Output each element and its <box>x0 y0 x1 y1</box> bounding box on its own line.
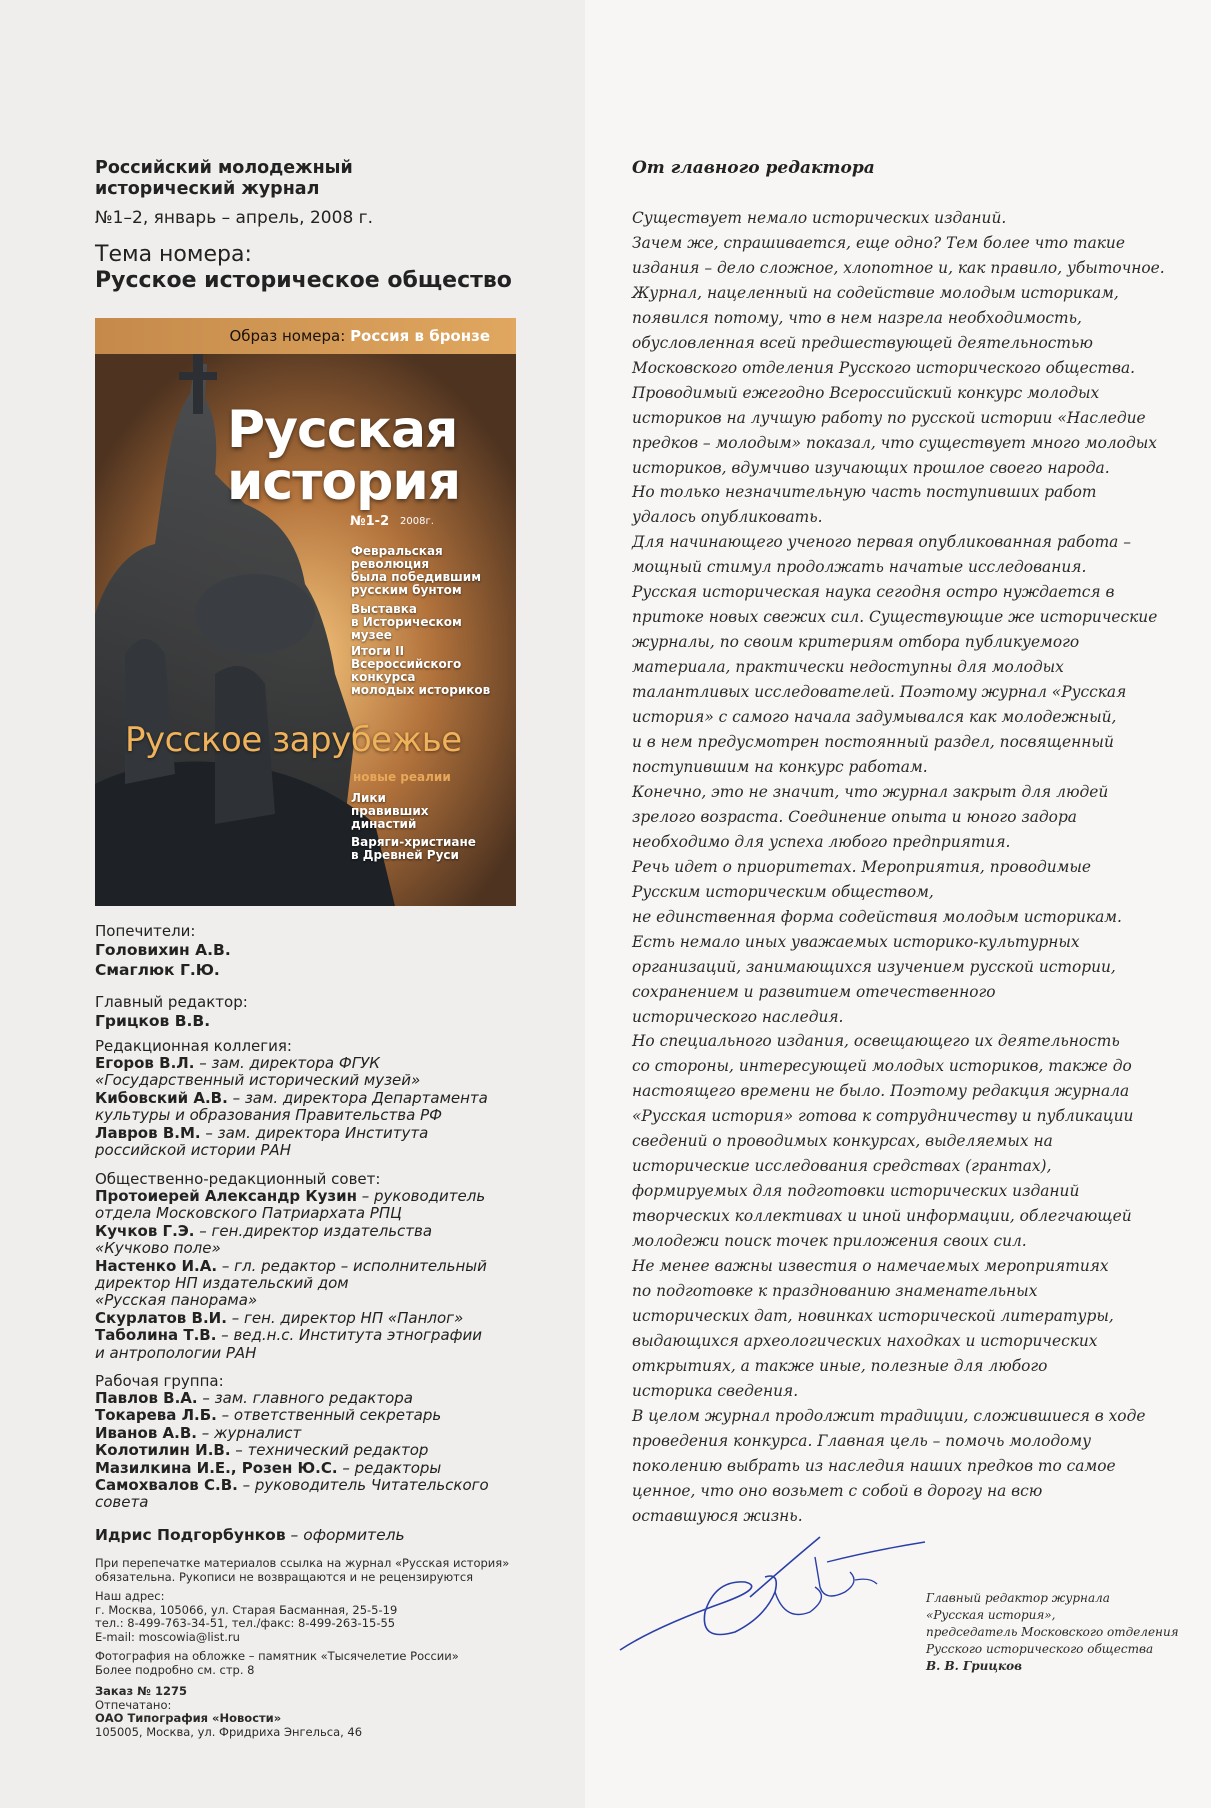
editorial-text <box>632 206 1165 1529</box>
address-line: тел.: 8-499-763-34-51, тел./факс: 8-499-263-15-55 <box>95 1616 396 1630</box>
editorial-line: ценное, что оно возьмет с собой в дорогу на всю <box>632 1481 1043 1500</box>
editorial-line: сохранением и развитием отечественного <box>632 982 996 1001</box>
cover-headline: Всероссийского <box>351 657 462 671</box>
editorial-line: Но специального издания, освещающего их деятельность <box>632 1032 1120 1051</box>
editorial-line: выдающихся археологических находках и исторических <box>632 1331 1098 1350</box>
reprint-note: обязательна. Рукописи не возвращаются и не рецензируются <box>95 1569 474 1584</box>
editorial-line: предков – молодым» показал, что существует много молодых <box>632 433 1157 452</box>
cover-headline: революция <box>351 557 430 571</box>
editorial-line: настоящего времени не было. Поэтому редакция журнала <box>632 1082 1130 1101</box>
trustees-label: Попечители: <box>95 922 196 940</box>
masthead-line-2: исторический журнал <box>95 179 320 199</box>
board-list <box>95 1055 488 1159</box>
editorial-line: не единственная форма содействия молодым историкам. <box>632 907 1122 926</box>
editorial-line: Не менее важны известия о намечаемых мероприятиях <box>632 1257 1109 1276</box>
issue-info: №1–2, январь – апрель, 2008 г. <box>95 208 373 228</box>
workgroup-line: Самохвалов С.В. – руководитель Читательского <box>95 1476 489 1495</box>
editorial-line: историка сведения. <box>632 1381 799 1400</box>
address-line: Наш адрес: <box>95 1589 165 1603</box>
editorial-line: В целом журнал продолжит традиции, сложившиеся в ходе <box>632 1406 1146 1425</box>
editorial-line: исторического наследия. <box>632 1007 844 1026</box>
workgroup-line: Мазилкина И.Е., Розен Ю.С. – редакторы <box>95 1458 442 1477</box>
editorial-line: исторические исследования средствах (грантах), <box>632 1157 1052 1176</box>
editor-signature <box>615 1532 935 1662</box>
editorial-line: исторических дат, новинках исторической литературы, <box>632 1306 1114 1325</box>
board-line: «Государственный исторический музей» <box>95 1071 421 1090</box>
council-line: Таболина Т.В. – вед.н.с. Института этнографии <box>95 1326 482 1345</box>
theme-label: Тема номера: <box>95 242 252 267</box>
editorial-line: Московского отделения Русского исторического общества. <box>632 358 1136 377</box>
cover-headline: Итоги II <box>351 644 405 658</box>
photo-note: Более подробно см. стр. 8 <box>95 1662 255 1677</box>
cover-title <box>227 400 461 512</box>
photo-note: Фотография на обложке – памятник «Тысячелетие России» <box>95 1649 459 1663</box>
trustee-name: Головихин А.В. <box>95 941 231 959</box>
cover-top-accent: Россия в бронзе <box>350 327 490 345</box>
editorial-line: Русская историческая наука сегодня остро нуждается в <box>632 583 1115 602</box>
council-line: Скурлатов В.И. – ген. директор НП «Панлог» <box>95 1308 464 1327</box>
editorial-line: и в нем предусмотрен постоянный раздел, посвященный <box>632 733 1114 752</box>
cover-year: 2008г. <box>400 516 434 527</box>
signature-caption <box>926 1590 1179 1675</box>
cover-title-line-1: Русская <box>227 400 458 460</box>
email-line: E-mail: moscowia@list.ru <box>95 1629 240 1644</box>
editorial-line: историков на лучшую работу по русской истории «Наследие <box>632 408 1146 427</box>
theme-value: Русское историческое общество <box>95 268 512 293</box>
cover-headline: Варяги-христиане <box>351 835 476 849</box>
cover-headline: Февральская <box>351 544 443 558</box>
editorial-line: мощный стимул продолжать начатые исследования. <box>632 558 1087 577</box>
address-line: г. Москва, 105066, ул. Старая Басманная, 25-5-19 <box>95 1602 398 1617</box>
editorial-line: молодежи поиск точек приложения своих сил. <box>632 1232 1027 1251</box>
board-line: культуры и образования Правительства РФ <box>95 1106 443 1125</box>
cover-headline: конкурса <box>351 670 416 684</box>
signature-name: В. В. Грицков <box>926 1659 1023 1673</box>
workgroup-label: Рабочая группа: <box>95 1372 224 1390</box>
cover-headline: музее <box>351 628 392 642</box>
editorial-line: необходимо для успеха любого предприятия. <box>632 832 1011 851</box>
board-line: Кибовский А.В. – зам. директора Департамента <box>95 1088 488 1107</box>
council-line: директор НП издательский дом <box>95 1274 349 1293</box>
editorial-line: творческих коллективах и иной информации, облегчающей <box>632 1207 1132 1226</box>
workgroup-line: Павлов В.А. – зам. главного редактора <box>95 1389 413 1407</box>
cover-headline: была победившим <box>351 570 482 584</box>
cover-headline: правивших <box>351 804 429 818</box>
editorial-line: формируемых для подготовки исторических изданий <box>632 1182 1080 1201</box>
editorial-line: удалось опубликовать. <box>632 508 823 527</box>
signature-line: Главный редактор журнала <box>926 1591 1110 1605</box>
editorial-line: Журнал, нацеленный на содействие молодым историкам, <box>632 283 1119 302</box>
chief-editor-name: Грицков В.В. <box>95 1012 211 1030</box>
editorial-line: появился потому, что в нем назрела необходимость, <box>632 308 1082 327</box>
order-number: Заказ № 1275 <box>95 1684 188 1698</box>
printer-name: ОАО Типография «Новости» <box>95 1711 282 1725</box>
workgroup-line: Токарева Л.Б. – ответственный секретарь <box>95 1406 442 1425</box>
signature-line: Русского исторического общества <box>926 1642 1154 1656</box>
editorial-line: «Русская история» готова к сотрудничеству и публикации <box>632 1107 1134 1126</box>
editorial-line: Но только незначительную часть поступивших работ <box>632 483 1097 502</box>
editorial-line: Речь идет о приоритетах. Мероприятия, проводимые <box>632 857 1092 876</box>
council-line: и антропологии РАН <box>95 1343 257 1362</box>
magazine-cover <box>95 318 516 906</box>
editorial-line: издания – дело сложное, хлопотное и, как правило, убыточное. <box>632 258 1165 277</box>
editorial-line: открытиях, а также иные, полезные для любого <box>632 1356 1048 1375</box>
council-list <box>95 1188 487 1362</box>
editorial-line: сведений о проводимых конкурсах, выделяемых на <box>632 1132 1053 1151</box>
editorial-line: Существует немало исторических изданий. <box>632 209 1007 227</box>
board-label: Редакционная коллегия: <box>95 1037 292 1055</box>
workgroup-list <box>95 1390 489 1512</box>
editorial-line: Конечно, это не значит, что журнал закрыт для людей <box>632 782 1109 801</box>
board-line: российской истории РАН <box>95 1141 291 1160</box>
workgroup-line: совета <box>95 1493 149 1512</box>
editorial-line: по подготовке к празднованию знаменательных <box>632 1281 1038 1300</box>
editorial-line: Проводимый ежегодно Всероссийский конкурс молодых <box>632 383 1100 402</box>
cover-headline: Выставка <box>351 602 417 616</box>
cover-title-line-2: история <box>227 452 461 512</box>
editorial-line: со стороны, интересующей молодых историков, также до <box>632 1057 1132 1076</box>
journal-masthead <box>95 158 353 200</box>
signature-line: «Русская история», <box>926 1608 1056 1622</box>
masthead-line-1: Российский молодежный <box>95 158 353 178</box>
council-line: «Кучково поле» <box>95 1239 221 1258</box>
cover-top-label <box>229 327 490 345</box>
editorial-line: поступившим на конкурс работам. <box>632 757 928 776</box>
board-line: Лавров В.М. – зам. директора Института <box>95 1123 429 1142</box>
council-line: Кучков Г.Э. – ген.директор издательства <box>95 1221 433 1240</box>
cover-headline: Лики <box>351 791 386 805</box>
cover-headline: молодых историков <box>351 683 491 697</box>
board-line: Егоров В.Л. – зам. директора ФГУК <box>95 1054 380 1072</box>
editorial-line: материала, практически недоступны для молодых <box>632 658 1064 677</box>
cover-headline: династий <box>351 817 417 831</box>
editorial-line: Зачем же, спрашивается, еще одно? Тем более что такие <box>632 233 1125 252</box>
cover-section-subtitle: новые реалии <box>353 770 451 784</box>
editorial-title: От главного редактора <box>632 158 875 178</box>
signature-line: председатель Московского отделения <box>926 1625 1179 1639</box>
editorial-line: поколению выбрать из наследия наших предков то самое <box>632 1456 1116 1475</box>
cover-headline: в Древней Руси <box>351 848 459 862</box>
workgroup-line: Колотилин И.В. – технический редактор <box>95 1441 429 1460</box>
cover-issue-number: №1-2 <box>350 514 390 529</box>
printer-address: 105005, Москва, ул. Фридриха Энгельса, 46 <box>95 1724 363 1739</box>
editorial-line: оставшуюся жизнь. <box>632 1506 803 1525</box>
editorial-line: обусловленная всей предшествующей деятельностью <box>632 333 1093 352</box>
council-line: Протоиерей Александр Кузин – руководитель <box>95 1187 486 1205</box>
cover-headline: русским бунтом <box>351 583 462 597</box>
editorial-line: притоке новых свежих сил. Существующие же исторические <box>632 608 1158 627</box>
cover-top-label-text: Образ номера: <box>229 327 346 345</box>
editorial-line: Русским историческим обществом, <box>632 882 934 901</box>
workgroup-line: Иванов А.В. – журналист <box>95 1423 302 1442</box>
editorial-line: организаций, занимающихся изучением русской истории, <box>632 957 1116 976</box>
printed-label: Отпечатано: <box>95 1697 172 1712</box>
designer-credit: Идрис Подгорбунков – оформитель <box>95 1526 405 1544</box>
editorial-line: историков, вдумчиво изучающих прошлое своего народа. <box>632 458 1110 477</box>
trustee-name: Смаглюк Г.Ю. <box>95 961 220 979</box>
council-line: Настенко И.А. – гл. редактор – исполнительный <box>95 1256 487 1275</box>
editorial-line: талантливых исследователей. Поэтому журнал «Русская <box>632 683 1127 702</box>
cover-section-title: Русское зарубежье <box>125 720 462 760</box>
editorial-line: проведения конкурса. Главная цель – помочь молодому <box>632 1431 1092 1450</box>
editorial-line: журналы, по своим критериям отбора публикуемого <box>632 633 1080 652</box>
council-line: отдела Московского Патриархата РПЦ <box>95 1204 402 1223</box>
council-label: Общественно-редакционный совет: <box>95 1170 381 1188</box>
imprint-block <box>95 1557 509 1739</box>
editorial-line: Есть немало иных уважаемых историко-культурных <box>632 932 1080 951</box>
chief-editor-label: Главный редактор: <box>95 993 248 1011</box>
editorial-line: зрелого возраста. Соединение опыта и юного задора <box>632 807 1077 826</box>
council-line: «Русская панорама» <box>95 1291 258 1310</box>
editorial-line: история» с самого начала задумывался как молодежный, <box>632 708 1117 727</box>
reprint-note: При перепечатке материалов ссылка на журнал «Русская история» <box>95 1556 510 1570</box>
cover-headline: в Историческом <box>351 615 462 629</box>
editorial-line: Для начинающего ученого первая опубликованная работа – <box>632 533 1131 552</box>
